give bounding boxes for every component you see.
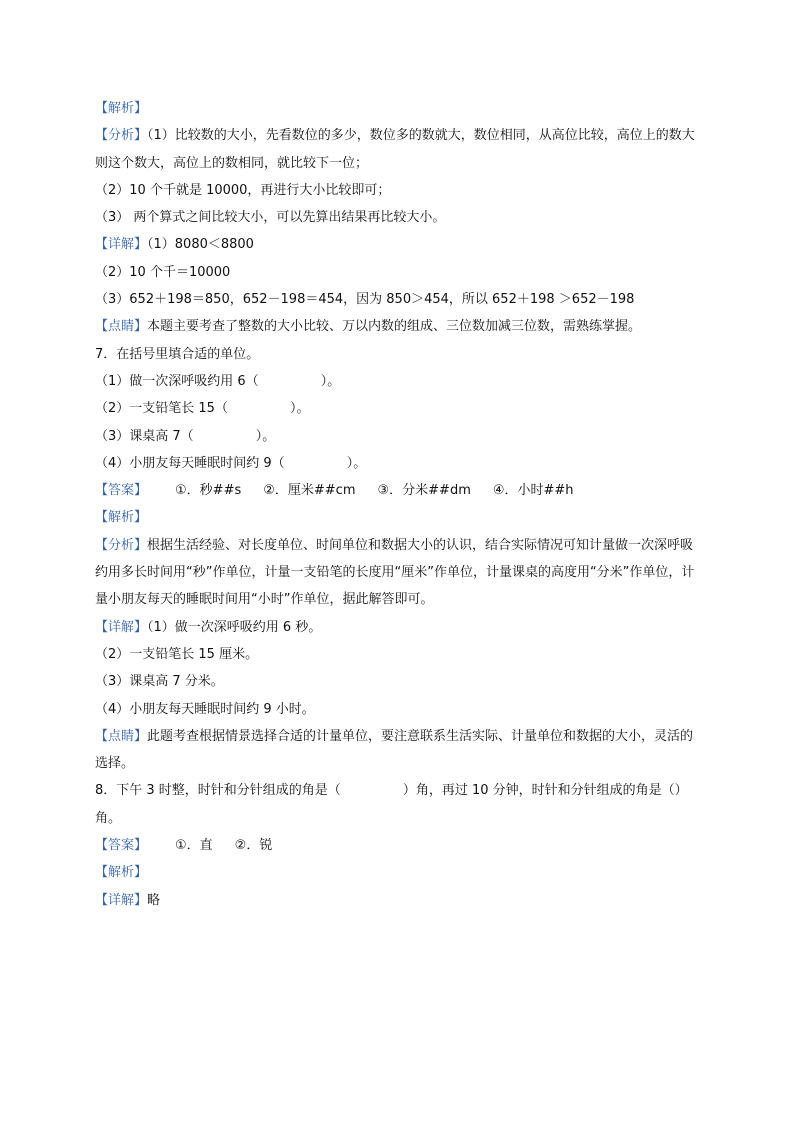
answer-option: ①．直 [175, 838, 213, 854]
section-tag: 【详解】 [95, 619, 148, 635]
answer-option: ②．厘米##cm [263, 483, 356, 499]
answer-option: ③．分米##dm [377, 483, 471, 499]
answer-line [95, 477, 705, 504]
paragraph-text: （3）课桌高 7 分米。 [95, 674, 224, 690]
item-text: ）。 [320, 373, 341, 389]
fenxi-paragraph [95, 532, 705, 614]
dianjing-paragraph [95, 723, 705, 778]
section-tag: 【解析】 [95, 101, 148, 116]
paragraph-text: （1）做一次深呼吸约用 6 秒。 [147, 619, 322, 635]
answer-option: ②．锐 [234, 838, 273, 854]
text-line [95, 696, 705, 723]
text-line [95, 668, 705, 695]
answer-option: ④．小时##h [492, 483, 574, 499]
paragraph-text: （2）一支铅笔长 15 厘米。 [95, 646, 259, 662]
question-text: ）角，再过 10 分钟，时针和分针组成的角是（ [402, 783, 675, 799]
section-tag: 【详解】 [95, 237, 148, 253]
dianjing-line [95, 313, 705, 340]
question-7-item [95, 450, 705, 477]
item-text: ）。 [289, 401, 310, 417]
paragraph-text: （3） 两个算式之间比较大小，可以先算出结果再比较大小。 [95, 210, 446, 226]
question-7-item [95, 368, 705, 395]
question-7-item [95, 395, 705, 422]
xiangjie-line [95, 231, 705, 258]
section-tag: 【分析】 [95, 128, 148, 144]
item-text: （1）做一次深呼吸约用 6（ [95, 373, 259, 389]
question-8 [95, 777, 705, 832]
text-line [95, 204, 705, 231]
paragraph-text: （1）8080＜8800 [147, 237, 254, 253]
paragraph-text: （2）10 个千＝10000 [95, 264, 231, 280]
question-7-item [95, 423, 705, 450]
xiangjie-line [95, 614, 705, 641]
paragraph-text: 根据生活经验、对长度单位、时间单位和数据大小的认识，结合实际情况可知计量做一次深呼吸约用多长时间用“秒”作单位，计量一支铅笔的长度用“厘米”作单位，计量课桌的高度用“分米”作单位，计量小朋友每天的睡眠时间用“小时”作单位，据此解答即可。 [95, 537, 695, 608]
xiangjie-line [95, 887, 705, 914]
section-tag: 【详解】 [95, 892, 148, 908]
section-tag: 【点睛】 [95, 728, 148, 744]
text-line [95, 286, 705, 313]
document-body [95, 95, 705, 914]
item-text: ）。 [255, 428, 276, 444]
answer-option: ①．秒##s [175, 483, 242, 499]
item-text: （4）小朋友每天睡眠时间约 9（ [95, 455, 285, 471]
answer-line [95, 832, 705, 859]
paragraph-text: 此题考查根据情景选择合适的计量单位，要注意联系生活实际、计量单位和数据的大小，灵活的选择。 [95, 728, 694, 772]
section-tag: 【分析】 [95, 537, 148, 553]
jiexi-heading [95, 504, 705, 531]
paragraph-text: 略 [147, 892, 161, 908]
text-line [95, 259, 705, 286]
paragraph-text: （3）652＋198＝850，652－198＝454，因为 850＞454，所以 652＋198 ＞652－198 [95, 292, 635, 308]
answer-tag: 【答案】 [95, 483, 148, 499]
jiexi-heading [95, 859, 705, 886]
answer-tag: 【答案】 [95, 838, 148, 854]
question-text: 8．下午 3 时整，时针和分针组成的角是（ [95, 783, 341, 799]
paragraph-text: 本题主要考查了整数的大小比较、万以内数的组成、三位数加减三位数，需熟练掌握。 [147, 319, 642, 335]
text-line [95, 641, 705, 668]
item-text: （3）课桌高 7（ [95, 428, 194, 444]
item-text: ）。 [346, 455, 367, 471]
paragraph-text: （2）10 个千就是 10000，再进行大小比较即可； [95, 182, 391, 198]
section-tag: 【解析】 [95, 865, 148, 881]
paragraph-text: （4）小朋友每天睡眠时间约 9 小时。 [95, 701, 315, 717]
fenxi-paragraph [95, 122, 705, 177]
question-text: 7．在括号里填合适的单位。 [95, 346, 260, 362]
text-line [95, 177, 705, 204]
jiexi-heading [95, 95, 705, 122]
question-7-title [95, 341, 705, 368]
section-tag: 【解析】 [95, 510, 148, 526]
question-text: ）角。 [95, 783, 688, 826]
section-tag: 【点睛】 [95, 319, 148, 335]
paragraph-text: （1）比较数的大小，先看数位的多少，数位多的数就大，数位相同，从高位比较，高位上的数大则这个数大，高位上的数相同，就比较下一位； [95, 128, 695, 171]
item-text: （2）一支铅笔长 15（ [95, 401, 228, 417]
